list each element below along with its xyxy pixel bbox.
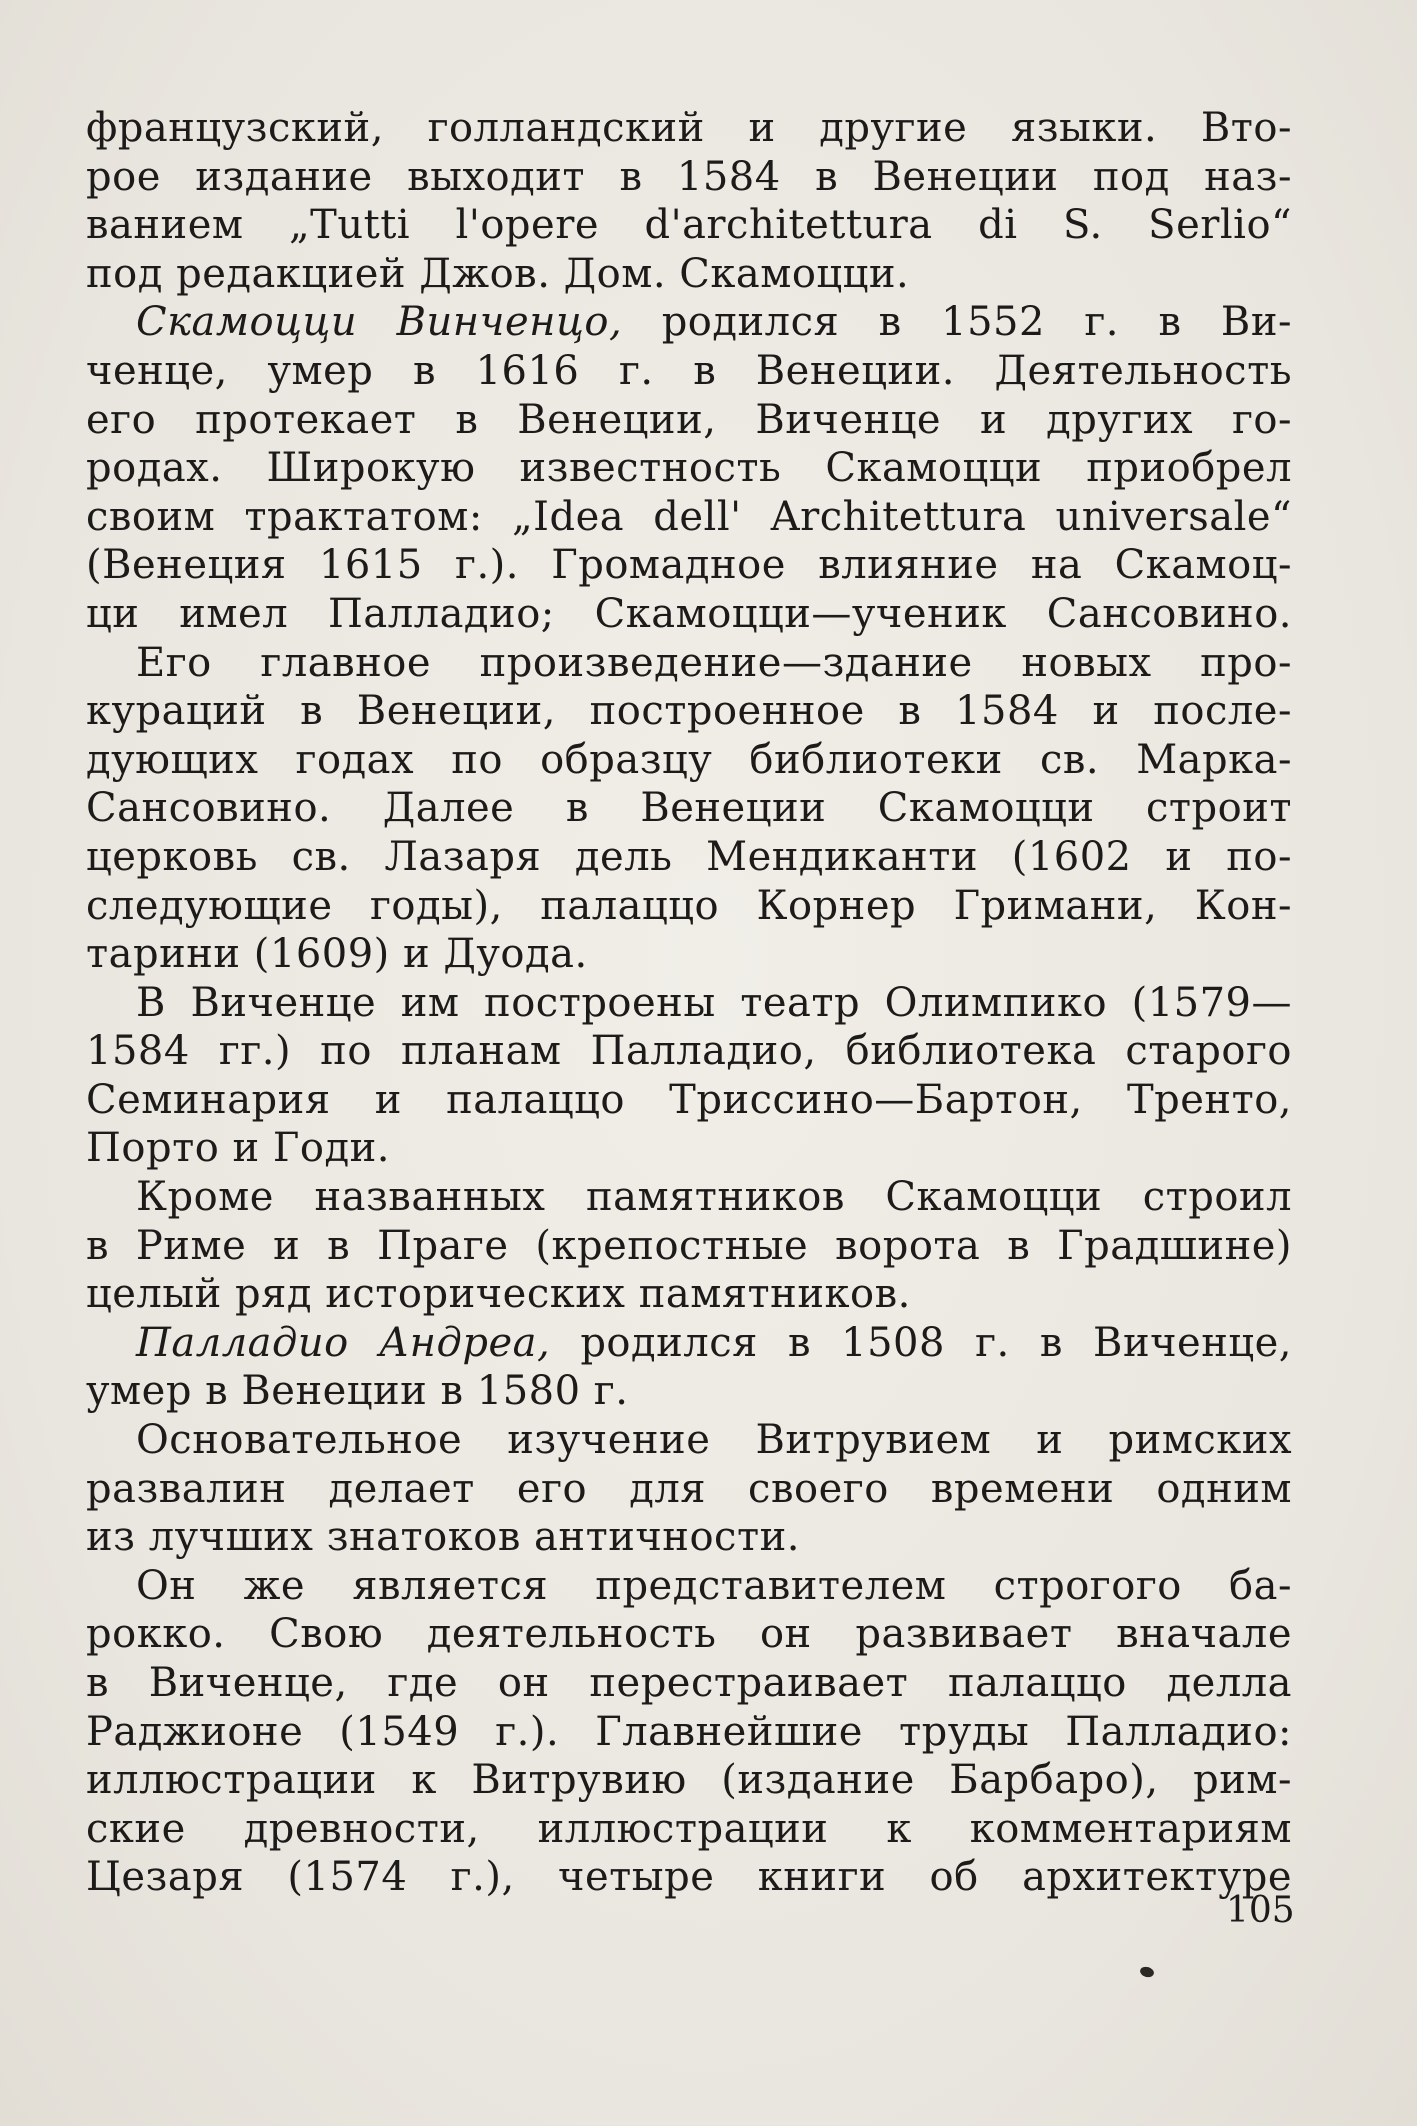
entry-scamozzi	[86, 298, 1292, 347]
text-line: под редакцией Джов. Дом. Скамоцци.	[86, 250, 910, 297]
text-line: развалин делает его для своего времени одним	[86, 1465, 1292, 1512]
entry-name-palladio: Палладио Андреа,	[136, 1319, 551, 1366]
text-line: ци имел Палладио; Скамоцци—ученик Сансовино.	[86, 590, 1292, 637]
text-line: следующие годы), палаццо Корнер Гримани, Кон-	[86, 882, 1292, 929]
text-line: иллюстрации к Витрувию (издание Барбаро), рим-	[86, 1757, 1292, 1804]
page-number: 105	[1226, 1890, 1295, 1931]
text-line: родился в 1508 г. в Виченце,	[580, 1319, 1292, 1366]
text-line: родился в 1552 г. в Ви-	[661, 299, 1292, 346]
text-line: умер в Венеции в 1580 г.	[86, 1368, 629, 1415]
text-line: Кроме названных памятников Скамоцци строил	[136, 1174, 1292, 1221]
text-line: Семинария и палаццо Триссино—Бартон, Тренто,	[86, 1076, 1292, 1123]
text-line: целый ряд исторических памятников.	[86, 1271, 911, 1318]
text-line: Порто и Годи.	[86, 1125, 390, 1172]
entry-name-scamozzi: Скамоцци Винченцо,	[136, 299, 623, 346]
text-line: (Венеция 1615 г.). Громадное влияние на Скамоц-	[86, 542, 1292, 589]
text-line: Основательное изучение Витрувием и римских	[136, 1417, 1292, 1464]
text-line: ские древности, иллюстрации к комментариям	[86, 1805, 1292, 1852]
text-line: в Виченце, где он перестраивает палаццо делла	[86, 1660, 1292, 1706]
text-line: своим трактатом: „Idea dell' Architettura universale“	[86, 493, 1292, 540]
text-line: из лучших знатоков античности.	[86, 1514, 800, 1561]
text-line: тарини (1609) и Дуода.	[86, 931, 588, 978]
text-line: Цезаря (1574 г.), четыре книги об архитектуре	[86, 1854, 1292, 1901]
text-line: Его главное произведение—здание новых про-	[136, 639, 1292, 686]
entry-palladio	[86, 1319, 1292, 1368]
text-line: кураций в Венеции, построенное в 1584 и после-	[86, 688, 1292, 735]
text-line: Сансовино. Далее в Венеции Скамоцци строит	[86, 785, 1292, 832]
text-line: Он же является представителем строгого ба-	[136, 1562, 1292, 1609]
text-body	[86, 104, 1292, 1902]
text-line: В Виченце им построены театр Олимпико (1579—	[136, 979, 1292, 1026]
ink-smudge	[1139, 1965, 1155, 1978]
text-line: церковь св. Лазаря дель Мендиканти (1602 и по-	[86, 833, 1292, 880]
text-line: французский, голландский и другие языки. Вто-	[86, 105, 1292, 151]
text-line: родах. Широкую известность Скамоцци приобрел	[86, 445, 1292, 492]
text-line: рое издание выходит в 1584 в Венеции под наз-	[86, 153, 1292, 200]
text-line: ванием „Tutti l'opere d'architettura di S. Serlio“	[86, 202, 1292, 249]
text-line: дующих годах по образцу библиотеки св. Марка-	[86, 736, 1292, 783]
text-line: 1584 гг.) по планам Палладио, библиотека старого	[86, 1028, 1292, 1075]
text-line: ченце, умер в 1616 г. в Венеции. Деятельность	[86, 347, 1292, 394]
text-line: Раджионе (1549 г.). Главнейшие труды Палладио:	[86, 1708, 1292, 1755]
text-line: рокко. Свою деятельность он развивает вначале	[86, 1611, 1292, 1658]
text-line: в Риме и в Праге (крепостные ворота в Градшине)	[86, 1222, 1292, 1269]
text-line: его протекает в Венеции, Виченце и других го-	[86, 396, 1292, 443]
